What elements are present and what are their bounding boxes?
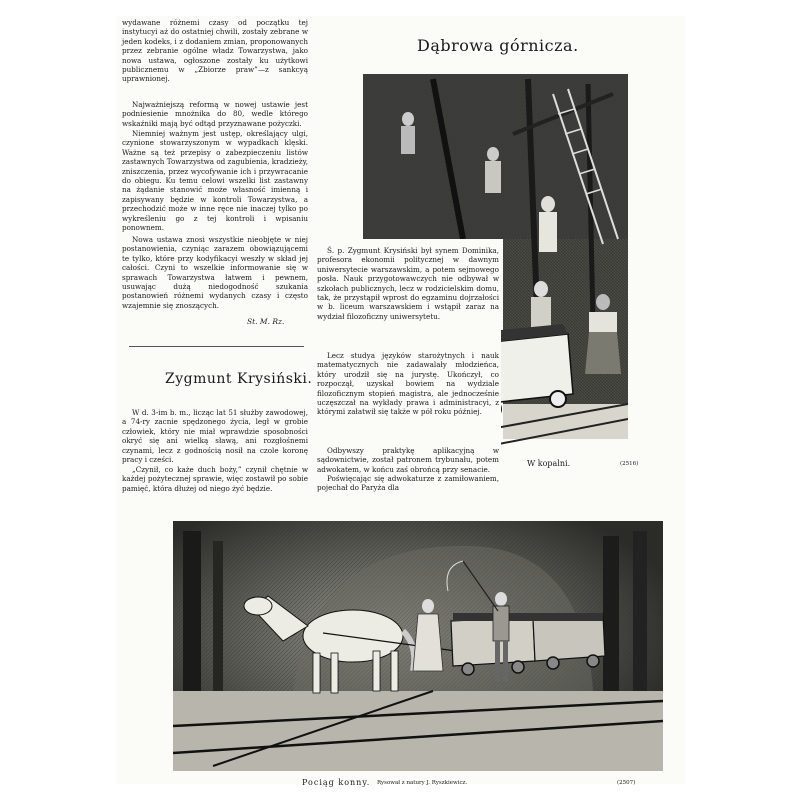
- paragraph-new-statute: Nowa ustawa znosi wszystkie nieobjęte w niej postanowienia, czyniąc zarazem obowiązującemi te tylko, które przy kodyfikacyi weszły w skład jej całości. Czyni to wszelkie informowanie się w sprawach Towarzystwa łatwem i pewnem, usuwając dużą niedogodność szukania postanowień różnemi wydanych czasy i często wzajemnie się znoszących.: [122, 235, 308, 310]
- obituary-paragraph-5: Odbywszy praktykę aplikacyjną w sądownictwie, został patronem trybunału, potem adwokatem, w końcu zaś obrońcą przy senacie.: [317, 446, 499, 474]
- author-signature: St. M. Rz.: [247, 317, 285, 326]
- obituary-paragraph-2: „Czynił, co każe duch boży,” czynił chętnie w każdej pożytecznej sprawie, więc zostawił po sobie pamięć, która dłużej od niego żyć będzie.: [122, 465, 308, 493]
- obituary-paragraph-4: Lecz studya języków starożytnych i nauk matematycznych nie zadawalały młodzieńca, który urodził się na jurystę. Ukończył, co rozpoczął, uzyskał bowiem na wydziale filozoficznym stopień magistra, ale jednocześnie uczęszczał na wykłady prawa i administracyi, z którymi załatwił się także w pół roku później.: [317, 351, 499, 417]
- figure-caption: W kopalni.: [527, 459, 571, 468]
- article-heading: Zygmunt Krysiński.: [165, 371, 313, 387]
- figure-number: (2516): [620, 461, 639, 467]
- newspaper-page: [117, 16, 685, 787]
- figure-title: Dąbrowa górnicza.: [417, 36, 579, 55]
- bottom-figure-caption: Pociąg konny.: [302, 778, 371, 787]
- obituary-paragraph-3: Ś. p. Zygmunt Krysiński był synem Dominika, profesora ekonomii politycznej w dawnym uniwersytecie warszawskim, a potem sejmowego posła. Nauk przygotowawczych nie odbywał w szkołach publicznych, lecz w rodzicielskim domu, tak, że przystąpił wprost do egzaminu dojrzałości w b. liceum warszawskiem i wstąpił zaraz na wydział filozoficzny uniwersytetu.: [317, 246, 499, 321]
- obituary-paragraph-6: Poświęcając się adwokaturze z zamiłowaniem, pojechał do Paryża dla: [317, 474, 499, 493]
- bottom-figure-credit: Rysował z natury J. Ryszkiewicz.: [377, 780, 468, 786]
- section-divider: [129, 346, 304, 347]
- bottom-figure-number: (2507): [617, 780, 636, 786]
- paragraph-reform: Najważniejszą reformą w nowej ustawie jest podniesienie mnożnika do 80, wedle którego wskaźniki mają być odtąd przyznawane pożyczki.: [122, 100, 308, 128]
- horse-train-illustration: [173, 521, 663, 771]
- obituary-paragraph-1: W d. 3-im b. m., licząc lat 51 służby zawodowej, a 74-ry zacnie spędzonego życia, legł w grobie człowiek, który nie miał wprawdzie sposobności okryć się ani wielką sławą, ani rozgłośnemi czynami, lecz z godnością nosił na czole koronę pracy i cześci.: [122, 408, 308, 465]
- intro-paragraph: wydawane różnemi czasy od początku tej instytucyi aż do ostatniej chwili, zostały zebrane w jeden kodeks, i z dodaniem zmian, proponowanych przez zebranie ogólne władz Towarzystwa, jako nowa ustawa, ogłoszone zostały ku użytkowi publicznemu w „Zbiorze praw”—z sankcyą uprawnionej.: [122, 18, 308, 84]
- paragraph-relief: Niemniej ważnym jest ustęp, określający ulgi, czynione stowarzyszonym w wypadkach klęski. Ważne są też przepisy o zabezpieczeniu listów zastawnych Towarzystwa od zagubienia, kradzieży, zniszczenia, przez wycofywanie ich i przywracanie do obiegu. Ku temu celowi wszelki list zastawny na żądanie stanowić może własność imienną i zapisywany będzie w kontroli Towarzystwa, a przechodzić może w inne ręce nie inaczej tylko po wykreśleniu go z tej kontroli i wpisaniu ponownem.: [122, 129, 308, 233]
